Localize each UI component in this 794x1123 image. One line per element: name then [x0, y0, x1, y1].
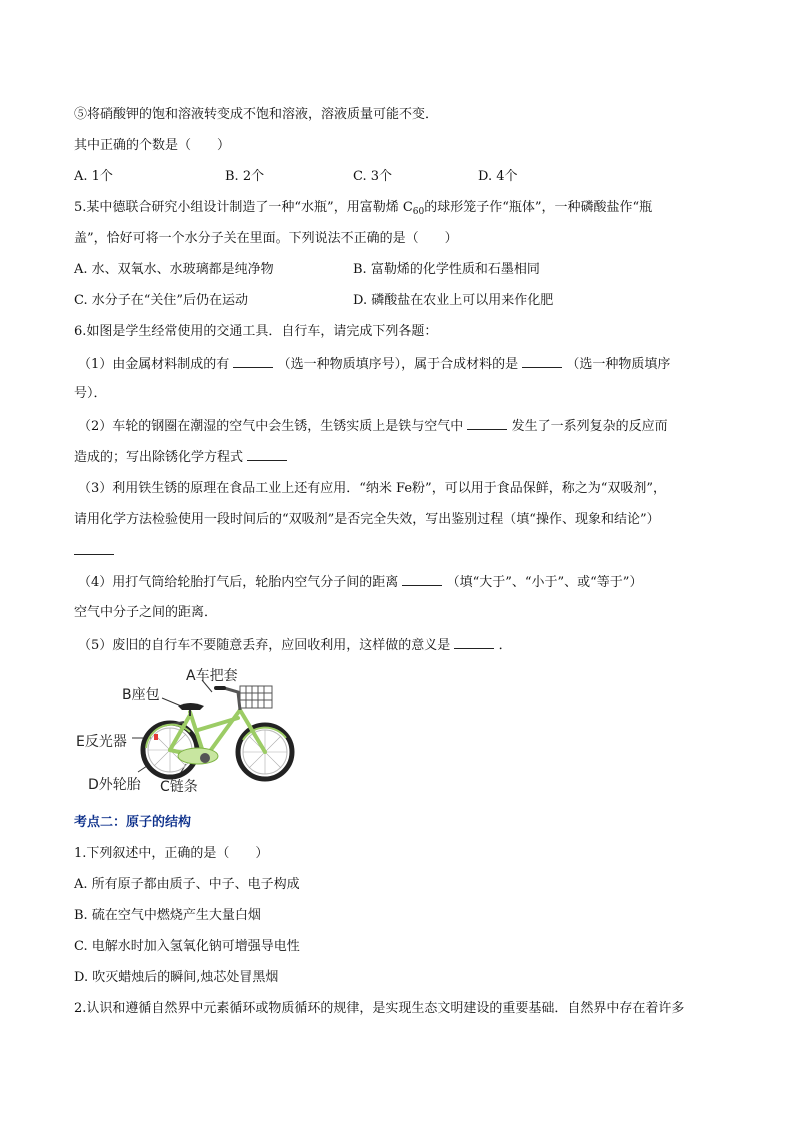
crank: [200, 753, 210, 763]
leader-line: [202, 680, 212, 692]
bicycle-illustration: [90, 670, 300, 800]
option-a: A. 水、双氧水、水玻璃都是纯净物: [74, 262, 274, 277]
q6-stem: 6.如图是学生经常使用的交通工具．自行车，请完成下列各题：: [74, 324, 438, 339]
option-d: D. 吹灭蜡烛后的瞬间,烛芯处冒黑烟: [74, 970, 279, 985]
label-handlebar-grip: A车把套: [186, 668, 238, 684]
answer-blank[interactable]: [247, 448, 287, 461]
q6-part2: （2）车轮的钢圈在潮湿的空气中会生锈，生锈实质上是铁与空气中 发生了一系列复杂的反应而: [78, 419, 668, 434]
q6-part2-cont: 造成的；写出除锈化学方程式: [74, 448, 287, 467]
q6-part3: （3）利用铁生锈的原理在食品工业上还有应用．“纳米 Fe粉”，可以用于食品保鲜，称之为“双吸剂”，: [78, 481, 666, 496]
option-a: A. 所有原子都由质子、中子、电子构成: [74, 877, 300, 892]
answer-blank[interactable]: [74, 542, 114, 555]
section-heading: 考点二：原子的结构: [74, 815, 192, 830]
q6-part4: （4）用打气筒给轮胎打气后，轮胎内空气分子间的距离 （填“大于”、“小于”、或“等于”）: [78, 575, 643, 590]
reflector: [154, 734, 158, 740]
k2-stem: 2.认识和遵循自然界中元素循环或物质循环的规律，是实现生态文明建设的重要基础．自然界中存在着许多: [74, 1001, 685, 1016]
option-c: C. 电解水时加入氢氧化钠可增强导电性: [74, 939, 300, 954]
answer-blank[interactable]: [467, 417, 507, 430]
q6-part3-cont: 请用化学方法检验使用一段时间后的“双吸剂”是否完全失效，写出鉴别过程（填“操作、现象和结论”）: [74, 512, 660, 527]
q6-part1: （1）由金属材料制成的有 （选一种物质填序号），属于合成材料的是 （选一种物质填序: [78, 357, 671, 372]
q6-part1-cont: 号）．: [74, 386, 107, 401]
label-seat: B座包: [122, 687, 160, 703]
label-reflector: E反光器: [76, 734, 127, 750]
option-d: D. 4个: [478, 169, 518, 184]
answer-blank[interactable]: [522, 355, 562, 368]
option-c: C. 3个: [353, 169, 393, 184]
option-b: B. 2个: [225, 169, 265, 184]
label-chain: C链条: [160, 779, 198, 795]
q6-part3-blank: [74, 542, 114, 561]
label-tire: D外轮胎: [88, 777, 141, 793]
q6-part5: （5）废旧的自行车不要随意丢弃，应回收利用，这样做的意义是 ．: [78, 638, 512, 653]
seat: [178, 703, 204, 710]
basket: [240, 686, 272, 708]
answer-blank[interactable]: [454, 636, 494, 649]
option-b: B. 富勒烯的化学性质和石墨相同: [353, 262, 540, 277]
q5-stem-line2: 盖”，恰好可将一个水分子关在里面。下列说法不正确的是（ ）: [74, 231, 458, 246]
handlebar: [224, 688, 240, 710]
chain-guard: [178, 748, 218, 764]
option-d: D. 磷酸盐在农业上可以用来作化肥: [353, 293, 554, 308]
k1-stem: 1.下列叙述中，正确的是（ ）: [74, 846, 269, 861]
q6-part4-cont: 空气中分子之间的距离．: [74, 605, 218, 620]
answer-blank[interactable]: [233, 355, 273, 368]
option-c: C. 水分子在“关住”后仍在运动: [74, 293, 249, 308]
answer-blank[interactable]: [402, 573, 442, 586]
option-a: A. 1个: [74, 169, 113, 184]
question-stem: 其中正确的个数是（ ）: [74, 138, 231, 153]
option-b: B. 硫在空气中燃烧产生大量白烟: [74, 908, 261, 923]
q5-stem-line1: 5.某中德联合研究小组设计制造了一种“水瓶”，用富勒烯 $C_{60}$的球形笼子作“瓶体”，一种磷酸盐作“瓶: [74, 200, 653, 217]
statement-5: ⑤将硝酸钾的饱和溶液转变成不饱和溶液，溶液质量可能不变．: [74, 107, 439, 122]
